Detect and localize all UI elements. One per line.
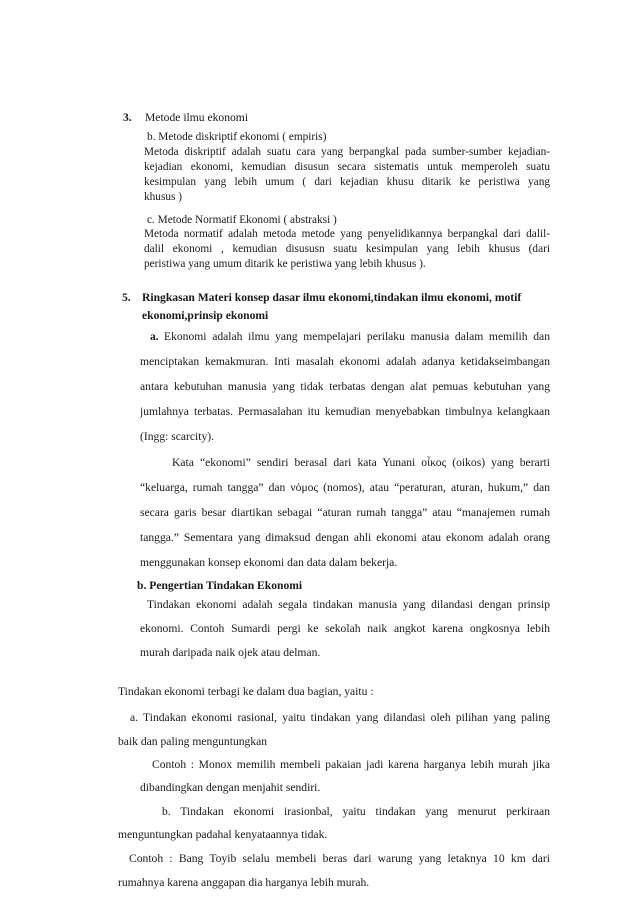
section-5-kata-line-4: tangga.” Sementara yang dimaksud dengan ahli ekonomi atau ekonom adalah orang [140,531,550,544]
section-3-c-heading: c. Metode Normatif Ekonomi ( abstraksi ) [147,214,337,226]
section-3-c-line-3: peristiwa yang umum ditarik ke peristiwa yang lebih khusus ). [144,258,426,270]
section-5-title-line-2: ekonomi,prinsip ekonomi [142,309,269,322]
tindakan-b-line-2: menguntungkan padahal kenyataannya tidak. [118,828,328,841]
tindakan-a-example-1: Contoh : Monox memilih membeli pakaian jadi karena harganya lebih murah jika [152,758,550,771]
section-5-title-line-1: Ringkasan Materi konsep dasar ilmu ekonomi,tindakan ilmu ekonomi, motif [142,291,522,304]
section-5-number: 5. [122,291,131,304]
tindakan-b-example-1: Contoh : Bang Toyib selalu membeli beras dari warung yang letaknya 10 km dari [129,852,550,865]
section-3-title: Metode ilmu ekonomi [145,111,249,124]
section-5-kata-line-1: Kata “ekonomi” sendiri berasal dari kata Yunani οἶκος (oikos) yang berarti [172,456,550,469]
section-5-a-label: a. [150,330,159,343]
section-5-b-heading: b. Pengertian Tindakan Ekonomi [137,579,303,592]
section-3-b-line-4: khusus ) [144,191,182,203]
section-5-b-line-3: murah daripada naik ojek atau delman. [140,646,321,659]
section-3-number: 3. [123,111,132,124]
section-5-a-line-4: jumlahnya terbatas. Permasalahan itu kemudian menyebabkan timbulnya kelangkaan [140,405,550,418]
section-3-c-line-1: Metoda normatif adalah metoda metode yang penyelidikannya berpangkal dari dalil- [144,228,550,240]
section-3-b-heading: b. Metode diskriptif ekonomi ( empiris) [147,131,327,143]
section-3-b-line-3: kesimpulan yang lebih umum ( dari kejadian khusu ditarik ke peristiwa yang [144,176,550,188]
tindakan-intro: Tindakan ekonomi terbagi ke dalam dua bagian, yaitu : [118,685,374,698]
section-3-b-line-2: kejadian ekonomi, kemudian disusun secara sistematis untuk memperoleh suatu [144,161,550,173]
section-5-b-line-1: Tindakan ekonomi adalah segala tindakan manusia yang dilandasi dengan prinsip [147,598,550,611]
section-5-a-line-2: menciptakan kemakmuran. Inti masalah ekonomi adalah adanya ketidakseimbangan [140,355,550,368]
section-5-kata-line-2: “keluarga, rumah tangga” dan νόμος (nomos), atau “peraturan, aturan, hukum,” dan [140,481,550,494]
tindakan-a-line-1: a. Tindakan ekonomi rasional, yaitu tindakan yang dilandasi oleh pilihan yang paling [130,711,550,724]
tindakan-a-example-2: dibandingkan dengan menjahit sendiri. [140,781,321,794]
section-5-a-line-1: Ekonomi adalah ilmu yang mempelajari perilaku manusia dalam memilih dan [164,330,550,343]
section-3-b-line-1: Metoda diskriptif adalah suatu cara yang berpangkal pada sumber-sumber kejadian- [144,146,550,158]
tindakan-b-line-1: b. Tindakan ekonomi irasionbal, yaitu tindakan yang menurut perkiraan [162,805,550,818]
section-5-kata-line-5: menggunakan konsep ekonomi dan data dalam bekerja. [140,556,398,569]
section-5-kata-line-3: secara garis besar diartikan sebagai “aturan rumah tangga” atau “manajemen rumah [140,506,550,519]
section-5-a-line-5: (Ingg: scarcity). [140,430,215,443]
section-5-a-line-3: antara kebutuhan manusia yang tidak terbatas dengan alat pemuas kebutuhan yang [140,380,550,393]
section-3-c-line-2: dalil ekonomi , kemudian disususn suatu kesimpulan yang lebih khusus (dari [144,243,550,255]
tindakan-a-line-2: baik dan paling menguntungkan [118,735,268,748]
tindakan-b-example-2: rumahnya karena anggapan dia harganya lebih murah. [118,876,370,889]
section-5-b-line-2: ekonomi. Contoh Sumardi pergi ke sekolah naik angkot karena ongkosnya lebih [140,622,550,635]
